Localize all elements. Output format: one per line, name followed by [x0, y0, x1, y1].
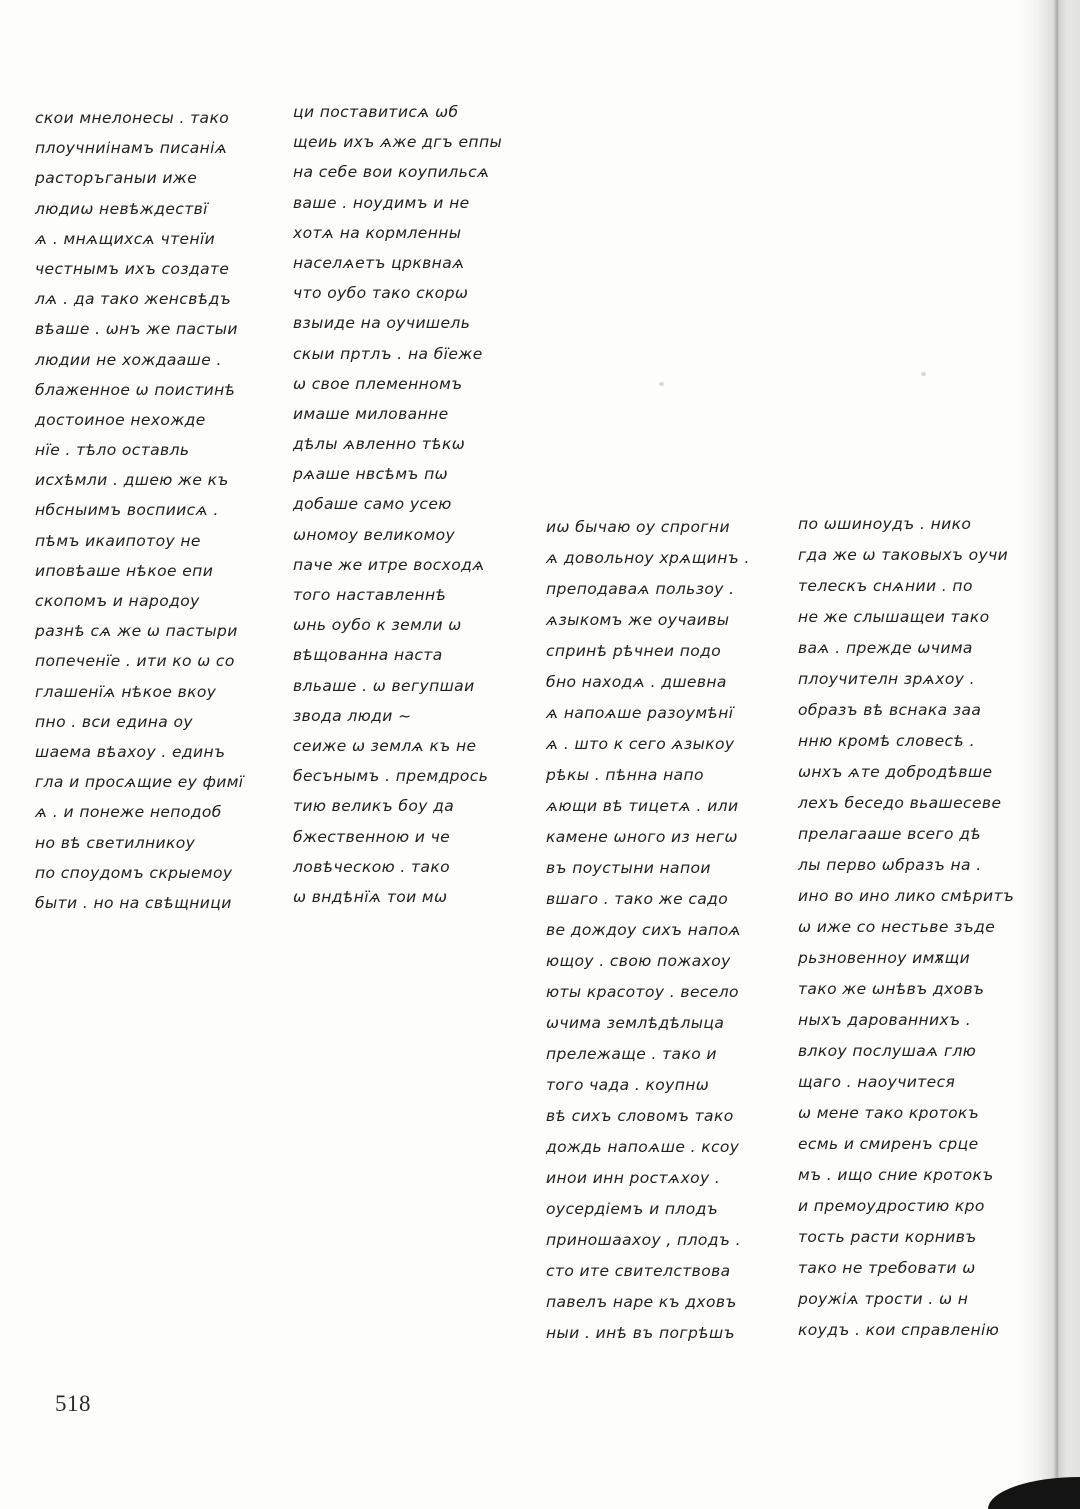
manuscript-line: камене ѡного из негѡ	[546, 828, 738, 846]
manuscript-line: вшаго . тако же садо	[546, 890, 729, 908]
manuscript-line: блаженное ѡ поистинѣ	[35, 380, 236, 399]
manuscript-line: влкоу послушаѧ глю	[798, 1042, 977, 1060]
manuscript-line: въ поустыни напои	[546, 859, 711, 877]
manuscript-line: тию великъ боу да	[293, 797, 455, 816]
manuscript-line: ѡ свое племенномъ	[293, 374, 463, 393]
manuscript-column-1	[35, 103, 280, 918]
paper-speck	[921, 372, 926, 376]
manuscript-line: честнымъ ихъ создате	[35, 259, 230, 278]
manuscript-line: нїе . тѣло оставль	[35, 441, 190, 460]
manuscript-line: добаше само усею	[293, 495, 452, 514]
manuscript-line: прелагааше всего дѣ	[798, 825, 982, 843]
manuscript-line: вѣ сихъ словомъ тако	[546, 1107, 734, 1125]
manuscript-line: по ѡшиноудъ . нико	[798, 515, 972, 533]
manuscript-line: оусердіемъ и плодъ	[546, 1200, 719, 1218]
manuscript-line: ѡнхъ ѧте добродѣвше	[798, 763, 993, 781]
manuscript-line: лѧ . да тако женсвѣдъ	[35, 290, 232, 309]
manuscript-line: попеченїе . ити ко ѡ со	[35, 652, 235, 671]
manuscript-line: на себе вои коупильсѧ	[293, 163, 490, 182]
manuscript-line: глашенїѧ нѣкое вкоу	[35, 682, 217, 701]
manuscript-column-3	[546, 512, 791, 1349]
manuscript-line: ѡнь оубо к земли ѡ	[293, 616, 462, 635]
manuscript-line: ѡномоу великомоу	[293, 525, 456, 544]
manuscript-line: лехъ беседо вьашесеве	[798, 794, 1002, 812]
manuscript-line: дождь напоѧше . ксоу	[546, 1138, 740, 1156]
manuscript-line: скыи пртлъ . на бїеже	[293, 344, 483, 363]
manuscript-line: и премоудростию кро	[798, 1197, 985, 1215]
manuscript-line: иповѣаше нѣкое епи	[35, 561, 214, 580]
manuscript-line: бесънымъ . премдрось	[293, 767, 489, 786]
bottom-right-corner-shadow	[988, 1477, 1080, 1509]
manuscript-line: сто ите свителствова	[546, 1262, 731, 1280]
manuscript-line: роужіѧ трости . ѡ н	[798, 1290, 969, 1308]
manuscript-line: ѧ довольноу хрѧщинъ .	[546, 549, 750, 567]
manuscript-line: ловѣческою . тако	[293, 857, 451, 876]
manuscript-line: ѧ . и понеже неподоб	[35, 803, 222, 822]
manuscript-line: гла и просѧщие еу фимї	[35, 773, 244, 792]
manuscript-line: сеиже ѡ землѧ къ не	[293, 736, 477, 755]
manuscript-line: звода люди ~	[293, 706, 412, 725]
manuscript-line: но вѣ светилникоу	[35, 833, 196, 852]
manuscript-line: плоучниінамъ писаніѧ	[35, 139, 228, 158]
manuscript-line: ѧзыкомъ же оучаивы	[546, 611, 730, 629]
manuscript-line: бжественною и че	[293, 827, 451, 846]
manuscript-line: исхѣмли . дшею же къ	[35, 471, 229, 490]
manuscript-line: иѡ бычаю оу спрогни	[546, 518, 730, 536]
manuscript-line: плоучителн зрѧхоу .	[798, 670, 975, 688]
manuscript-line: паче же итре восходѧ	[293, 555, 485, 574]
manuscript-line: имаше милованне	[293, 404, 449, 423]
manuscript-line: лы перво ѡбразъ на .	[798, 856, 982, 874]
manuscript-line: вѣщованна наста	[293, 646, 443, 665]
manuscript-line: рѣкы . пѣнна напо	[546, 766, 704, 784]
manuscript-line: быти . но на свѣщници	[35, 893, 232, 912]
manuscript-line: коудъ . кои справленію	[798, 1321, 1000, 1339]
manuscript-line: рѧаше нвсѣмъ пѡ	[293, 465, 449, 484]
manuscript-line: что оубо тако скорѡ	[293, 284, 469, 303]
manuscript-line: скои мнелонесы . тако	[35, 109, 230, 127]
manuscript-line: телескъ снѧнии . по	[798, 577, 973, 595]
manuscript-line: ющоу . свою пожахоу	[546, 952, 731, 970]
manuscript-line: тость расти корнивъ	[798, 1228, 977, 1246]
manuscript-line: тако же ѡнѣвъ дховъ	[798, 980, 985, 998]
manuscript-line: по споудомъ скрыемоу	[35, 863, 233, 882]
manuscript-line: расторъганыи иже	[35, 169, 198, 188]
manuscript-line: вльаше . ѡ вегупшаи	[293, 676, 475, 695]
manuscript-line: достоиное нехожде	[35, 410, 206, 429]
manuscript-line: гда же ѡ таковыхъ оучи	[798, 546, 1009, 564]
manuscript-line: ци поставитисѧ ѡб	[293, 103, 459, 121]
manuscript-line: ѡ мене тако кротокъ	[798, 1104, 980, 1122]
manuscript-column-4	[798, 509, 1043, 1346]
manuscript-line: того чада . коупнѡ	[546, 1076, 710, 1094]
manuscript-line: нбсныимъ воспиисѧ .	[35, 501, 219, 520]
manuscript-line: прележаще . тако и	[546, 1045, 717, 1063]
manuscript-line: ино во ино лико смѣритъ	[798, 887, 1015, 905]
manuscript-line: ныи . инѣ въ погрѣшъ	[546, 1324, 735, 1342]
manuscript-line: преподаваѧ пользоу .	[546, 580, 735, 598]
manuscript-line: ваѧ . прежде ѡчима	[798, 639, 973, 657]
manuscript-line: инои инн ростѧхоу .	[546, 1169, 721, 1187]
manuscript-line: нню кромѣ словесѣ .	[798, 732, 975, 750]
manuscript-line: ѡчима землѣдѣлыца	[546, 1014, 725, 1032]
manuscript-line: дѣлы ѧвленно тѣкѡ	[293, 435, 466, 454]
manuscript-line: шаема вѣахоу . единъ	[35, 742, 226, 761]
manuscript-line: людиѡ невѣждествї	[35, 199, 208, 218]
manuscript-line: взыиде на оучишель	[293, 314, 471, 333]
manuscript-line: ве дождоу сихъ напоѧ	[546, 921, 742, 939]
manuscript-line: ѧющи вѣ тицетѧ . или	[546, 797, 739, 815]
manuscript-line: спринѣ рѣчнеи подо	[546, 642, 722, 660]
page-number: 518	[55, 1391, 91, 1416]
manuscript-line: пѣмъ икаипотоу не	[35, 531, 201, 550]
manuscript-line: разнѣ сѧ же ѡ пастыри	[35, 622, 238, 641]
manuscript-line: ваше . ноудимъ и не	[293, 193, 470, 212]
manuscript-line: ѧ . што к сего ѧзыкоу	[546, 735, 735, 753]
manuscript-line: юты красотоу . весело	[546, 983, 739, 1001]
manuscript-line: павелъ наре къ дховъ	[546, 1293, 737, 1311]
manuscript-line: бно находѧ . дшевна	[546, 673, 727, 691]
manuscript-line: щеиь ихъ ѧже дгъ еппы	[293, 133, 503, 152]
paper-speck	[659, 382, 664, 386]
manuscript-line: мъ . ищо сние кротокъ	[798, 1166, 994, 1184]
manuscript-line: есмь и смиренъ срце	[798, 1135, 979, 1153]
manuscript-line: населѧетъ црквнаѧ	[293, 253, 465, 272]
manuscript-line: приношаахоу , плодъ .	[546, 1231, 741, 1249]
manuscript-line: ныхъ дарованнихъ .	[798, 1011, 972, 1029]
manuscript-line: щаго . наоучитеся	[798, 1073, 956, 1091]
manuscript-line: образъ вѣ вснака заа	[798, 701, 982, 719]
manuscript-line: рьзновенноу имѫщи	[798, 949, 971, 967]
manuscript-line: не же слышащеи тако	[798, 608, 990, 626]
manuscript-column-2	[293, 97, 538, 912]
manuscript-line: вѣаше . ѡнъ же пастыи	[35, 320, 238, 339]
manuscript-line: скопомъ и народоу	[35, 592, 200, 610]
manuscript-line: ѡ вндѣнїѧ тои мѡ	[293, 887, 448, 906]
manuscript-line: людии не хождааше .	[35, 350, 222, 369]
manuscript-line: хотѧ на кормленны	[293, 223, 462, 242]
manuscript-line: того наставленнѣ	[293, 586, 447, 604]
manuscript-line: ѧ . мнѧщихсѧ чтенїи	[35, 229, 216, 248]
manuscript-line: тако не требовати ѡ	[798, 1259, 976, 1277]
manuscript-line: ѡ иже со нестьве зъде	[798, 918, 996, 936]
manuscript-line: ѧ напоѧше разоумѣнї	[546, 704, 734, 722]
manuscript-line: пно . вси едина оу	[35, 712, 193, 731]
